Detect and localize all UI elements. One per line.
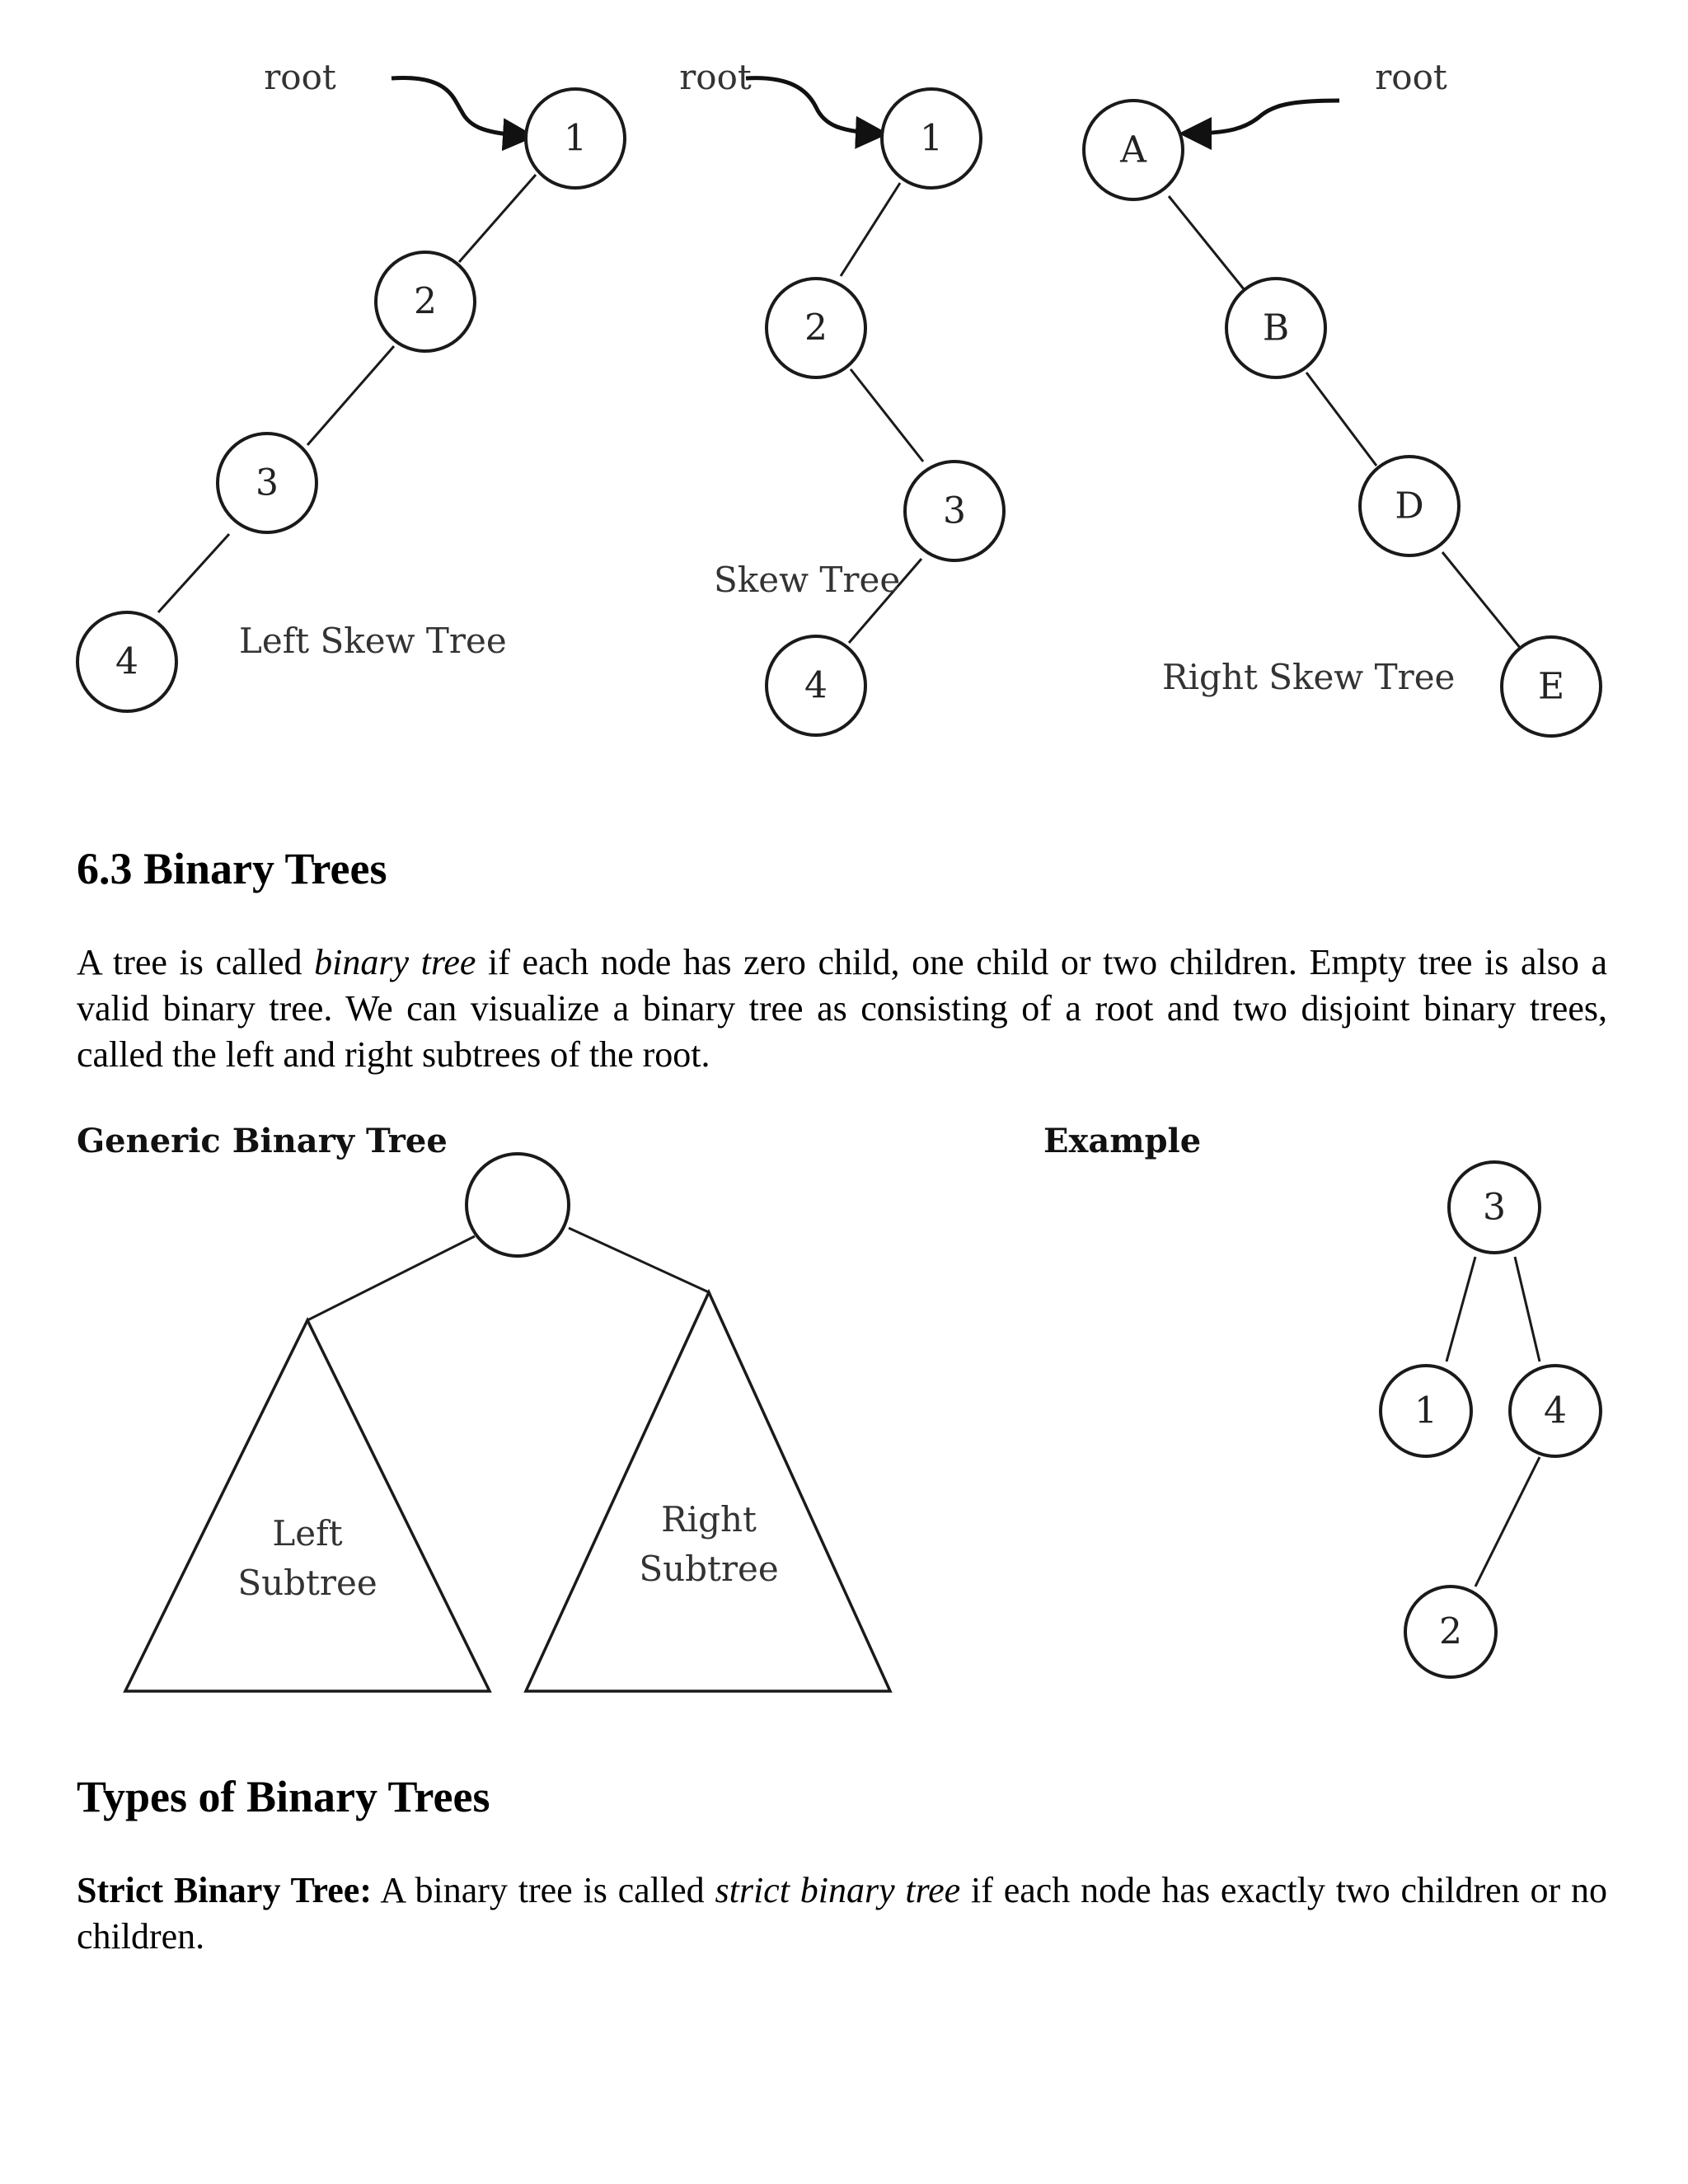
edge: [1475, 1457, 1540, 1586]
right-skew-tree-diagram: [1084, 57, 1601, 736]
edge: [569, 1228, 709, 1292]
para-text: A binary tree is called: [371, 1870, 715, 1910]
para-emphasis: binary tree: [314, 942, 476, 982]
node-label: 2: [414, 280, 437, 323]
node-label: 4: [115, 640, 138, 683]
node-label: E: [1537, 665, 1565, 708]
types-section: [77, 1770, 1607, 1824]
node-label: 4: [1544, 1390, 1567, 1432]
node-label: 1: [920, 117, 943, 160]
skew-root-arrow: [746, 78, 880, 134]
right-subtree-label-line1: Right: [661, 1499, 757, 1540]
node-label: 3: [943, 490, 966, 532]
edge: [459, 175, 536, 262]
node-label: 1: [564, 117, 587, 160]
node-label: A: [1120, 129, 1146, 171]
edge: [307, 1236, 475, 1320]
left-subtree-triangle: [125, 1320, 490, 1691]
section-heading: 6.3 Binary Trees: [77, 844, 387, 893]
skew-caption: Skew Tree: [714, 560, 901, 600]
node-label: 2: [804, 307, 828, 349]
para-emphasis: strict binary tree: [715, 1870, 961, 1910]
left-subtree-label-line1: Left: [272, 1513, 343, 1554]
generic-tree-title: Generic Binary Tree: [77, 1122, 448, 1160]
edge: [841, 183, 900, 276]
example-tree-diagram: [1043, 1122, 1601, 1677]
edge: [1442, 552, 1521, 649]
node-label: 4: [804, 664, 828, 707]
right-subtree-label-line2: Subtree: [639, 1549, 779, 1589]
term-strict-binary-tree: Strict Binary Tree:: [77, 1870, 372, 1910]
node-label: 3: [256, 462, 279, 504]
edge: [307, 346, 394, 445]
left-skew-root-arrow: [392, 77, 528, 136]
para-text: if each node has zero child, one child or two children. Empty tree is also a valid binary tree. We can visualize a binary tree as consisting of a root and two disjoint binary trees, called the left and right subtrees of the root.: [77, 942, 1608, 1075]
strict-binary-tree-paragraph: [77, 1868, 1607, 1960]
edge: [1515, 1257, 1540, 1361]
left-skew-tree-diagram: [77, 57, 625, 711]
skew-root-label: root: [679, 57, 752, 97]
types-heading: Types of Binary Trees: [77, 1772, 490, 1821]
node-label: D: [1395, 485, 1424, 527]
right-skew-root-arrow: [1187, 101, 1339, 134]
left-subtree-label-line2: Subtree: [237, 1563, 377, 1603]
left-skew-root-label: root: [264, 57, 336, 97]
generic-root-node: [467, 1154, 569, 1256]
right-subtree-triangle: [526, 1292, 890, 1691]
node-label: B: [1262, 307, 1290, 349]
edge: [1169, 196, 1245, 290]
node-label: 2: [1439, 1610, 1462, 1653]
left-skew-caption: Left Skew Tree: [239, 621, 507, 661]
edge: [1306, 373, 1376, 466]
example-title: Example: [1043, 1122, 1202, 1160]
para-text: A tree is called: [77, 942, 315, 982]
generic-binary-tree-diagram: [77, 1122, 890, 1691]
edge: [851, 369, 923, 462]
right-skew-caption: Right Skew Tree: [1162, 657, 1456, 697]
section-paragraph: [77, 940, 1607, 1078]
section-binary-trees: [77, 842, 1607, 896]
para-text: if each node has exactly two children or no children.: [77, 1870, 1607, 1957]
skew-tree-diagram: [679, 57, 1004, 735]
node-label: 3: [1483, 1186, 1506, 1229]
right-skew-root-label: root: [1375, 57, 1447, 97]
edge: [158, 534, 229, 612]
edge: [1447, 1257, 1475, 1361]
node-label: 1: [1414, 1390, 1437, 1432]
